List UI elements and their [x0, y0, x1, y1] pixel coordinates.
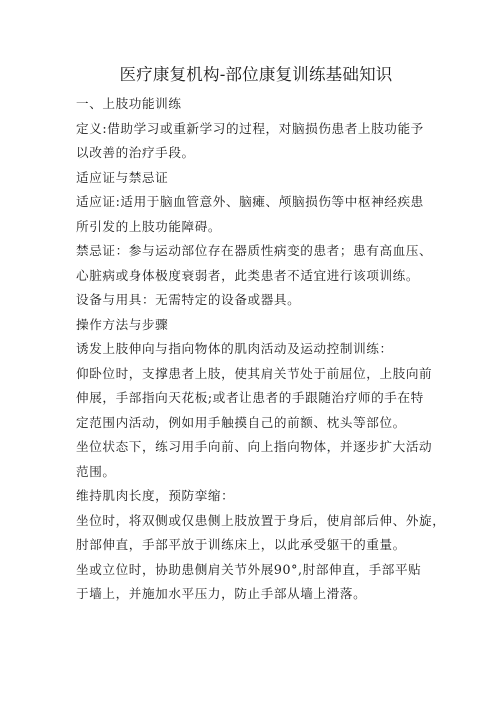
section-heading-upper-limb: 一、上肢功能训练 — [76, 96, 182, 111]
text-line: 以改善的治疗手段。 — [76, 145, 195, 160]
subheading-indications: 适应证与禁忌证 — [76, 169, 169, 185]
document-body — [76, 92, 446, 607]
text-line: 肘部伸直，手部平放于训练床上，以此承受躯干的重量。 — [76, 537, 406, 552]
text-line: 伸展，手部指向天花板;或者让患者的手跟随治疗师的手在特 — [76, 390, 424, 405]
text-line: 定范围内活动，例如用手触摸自己的前额、枕头等部位。 — [76, 414, 406, 430]
text-line: 心脏病或身体极度衰弱者，此类患者不适宜进行该项训练。 — [76, 267, 420, 283]
page-title: 医疗康复机构-部位康复训练基础知识 — [119, 65, 393, 84]
text-line: 维持肌肉长度，预防挛缩： — [76, 488, 235, 503]
text-line: 禁忌证：参与运动部位存在器质性病变的患者；患有高血压、 — [76, 243, 433, 258]
text-line: 坐位状态下，练习用手向前、向上指向物体，并逐步扩大活动 — [76, 439, 433, 454]
text-line: 所引发的上肢功能障碍。 — [76, 218, 222, 234]
subheading-procedure: 操作方法与步骤 — [76, 316, 169, 332]
text-line: 适应证:适用于脑血管意外、脑瘫、颅脑损伤等中枢神经疾患 — [76, 194, 424, 209]
text-line: 设备与用具：无需特定的设备或器具。 — [76, 292, 301, 307]
text-line: 定义:借助学习或重新学习的过程，对脑损伤患者上肢功能予 — [76, 120, 424, 136]
text-line: 范围。 — [76, 463, 116, 479]
text-line: 坐位时，将双侧或仅患侧上肢放置于身后，使肩部后伸、外旋， — [76, 512, 446, 528]
text-line: 坐或立位时，协助患侧肩关节外展90°,肘部伸直，手部平贴 — [76, 561, 422, 577]
text-line: 于墙上，并施加水平压力，防止手部从墙上滑落。 — [76, 586, 367, 601]
text-line: 仰卧位时，支撑患者上肢，使其肩关节处于前屈位，上肢向前 — [76, 365, 433, 381]
text-line: 诱发上肢伸向与指向物体的肌肉活动及运动控制训练： — [76, 341, 393, 356]
